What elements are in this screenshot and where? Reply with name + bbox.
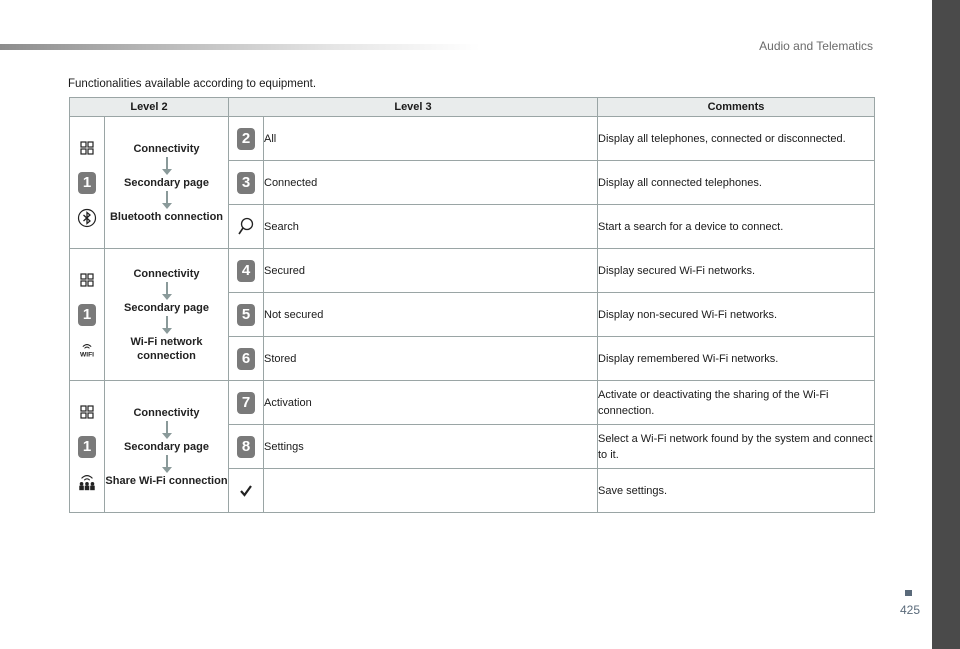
number-badge: 6: [237, 348, 255, 370]
search-icon: [236, 217, 256, 237]
flow-arrow-icon: [166, 455, 168, 467]
page-marker-square: [905, 590, 912, 596]
level1-icon-cell: [70, 249, 105, 381]
flow-arrow-icon: [166, 191, 168, 203]
flow-step-secondary-page: Secondary page: [124, 301, 209, 314]
flow-step-secondary-page: Secondary page: [124, 176, 209, 189]
comment-text: Display non-secured Wi-Fi networks.: [598, 293, 875, 337]
level3-marker-cell: [229, 161, 264, 205]
table-row: [70, 249, 875, 293]
intro-text: Functionalities available according to equipment.: [68, 78, 317, 90]
level1-icon-cell: [70, 117, 105, 249]
table-row: [70, 381, 875, 425]
comment-text: Display remembered Wi-Fi networks.: [598, 337, 875, 381]
grid-icon: [77, 138, 97, 158]
level1-number-badge: 1: [78, 436, 96, 458]
level2-flow-share-wifi: [105, 381, 229, 513]
number-badge: 4: [237, 260, 255, 282]
level1-number-badge: 1: [78, 304, 96, 326]
table-header-row: [70, 98, 875, 117]
level1-number-badge: 1: [78, 172, 96, 194]
level3-marker-cell: [229, 249, 264, 293]
flow-arrow-icon: [166, 282, 168, 294]
header-comments: Comments: [598, 98, 875, 117]
comment-text: Display all connected telephones.: [598, 161, 875, 205]
level3-label: Activation: [264, 381, 598, 425]
flow-arrow-icon: [166, 157, 168, 169]
comment-text: Display all telephones, connected or disconnected.: [598, 117, 875, 161]
flow-step-connectivity: Connectivity: [133, 267, 200, 280]
comment-text: Start a search for a device to connect.: [598, 205, 875, 249]
level1-icon-cell: [70, 381, 105, 513]
level3-label: Connected: [264, 161, 598, 205]
flow-step-connectivity: Connectivity: [133, 142, 200, 155]
number-badge: 2: [237, 128, 255, 150]
flow-arrow-icon: [166, 421, 168, 433]
level2-flow-bluetooth: [105, 117, 229, 249]
checkmark-icon: [236, 481, 256, 501]
flow-step-destination: Share Wi-Fi connection: [105, 474, 228, 487]
number-badge: 3: [237, 172, 255, 194]
grid-icon: [77, 402, 97, 422]
level3-marker-cell: [229, 117, 264, 161]
page-number: 425: [900, 603, 921, 617]
level3-label: Settings: [264, 425, 598, 469]
functionality-table: [69, 97, 875, 513]
level3-marker-cell: [229, 381, 264, 425]
level3-marker-cell: [229, 425, 264, 469]
wifi-icon: [77, 340, 97, 360]
page-edge-tab: [932, 0, 960, 649]
level3-marker-cell: [229, 337, 264, 381]
level3-marker-cell: [229, 293, 264, 337]
flow-step-destination: Bluetooth connection: [109, 210, 224, 223]
comment-text: Save settings.: [598, 469, 875, 513]
header-level3: Level 3: [229, 98, 598, 117]
number-badge: 7: [237, 392, 255, 414]
number-badge: 5: [237, 304, 255, 326]
header-gradient-bar: [0, 44, 480, 50]
comment-text: Activate or deactivating the sharing of the Wi-Fi connection.: [598, 381, 875, 425]
level3-marker-cell: [229, 469, 264, 513]
flow-step-destination: Wi-Fi network connection: [130, 335, 203, 362]
level3-label: Stored: [264, 337, 598, 381]
level2-flow-wifi: [105, 249, 229, 381]
level3-label: Secured: [264, 249, 598, 293]
comment-text: Display secured Wi-Fi networks.: [598, 249, 875, 293]
level3-label: Search: [264, 205, 598, 249]
flow-step-secondary-page: Secondary page: [124, 440, 209, 453]
number-badge: 8: [237, 436, 255, 458]
header-level2: Level 2: [70, 98, 229, 117]
bluetooth-icon: [77, 208, 97, 228]
share-wifi-icon: [77, 472, 97, 492]
comment-text: Select a Wi-Fi network found by the system and connect to it.: [598, 425, 875, 469]
level3-label: All: [264, 117, 598, 161]
level3-label: Not secured: [264, 293, 598, 337]
wifi-icon-text: WIFI: [79, 351, 95, 359]
flow-arrow-icon: [166, 316, 168, 328]
flow-step-connectivity: Connectivity: [133, 406, 200, 419]
section-title: Audio and Telematics: [759, 39, 873, 53]
level3-label: [264, 469, 598, 513]
level3-marker-cell: [229, 205, 264, 249]
table-row: [70, 117, 875, 161]
grid-icon: [77, 270, 97, 290]
